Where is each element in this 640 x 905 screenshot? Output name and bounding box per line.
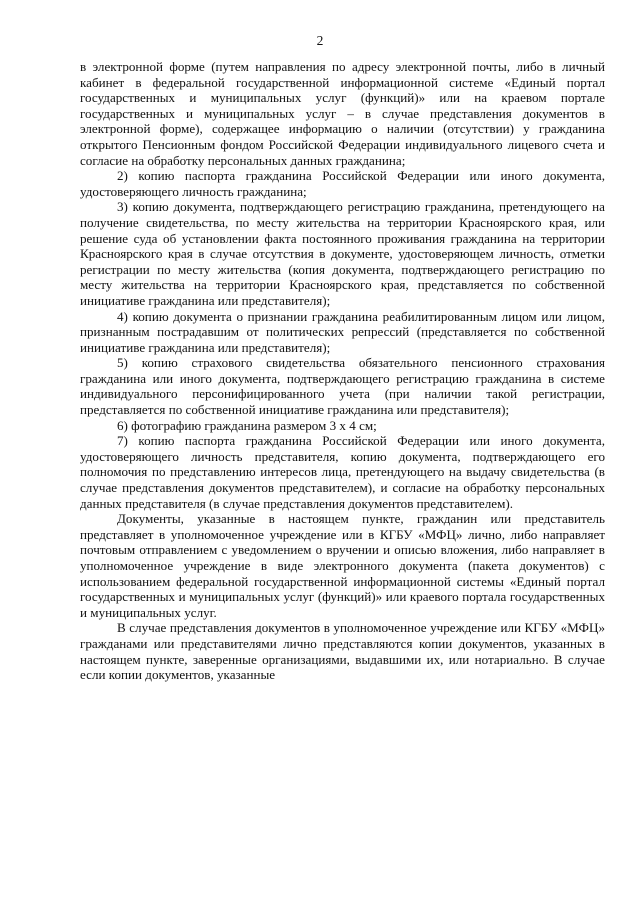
document-body — [80, 59, 605, 683]
page-number: 2 — [316, 33, 324, 48]
paragraph-item-3: 3) копию документа, подтверждающего регистрацию гражданина, претендующего на получение свидетельства, по месту жительства на территории Красноярского края, или решение суда об установлении факта постоянного проживания гражданина на территории Красноярского края в случае отсутствия в документе, удостоверяющем личность, отметки регистрации по месту жительства (копия документа, подтверждающего регистрацию по месту жительства на территории Красноярского края, представляется по собственной инициативе гражданина или представителя); — [80, 199, 605, 308]
paragraph-item-5: 5) копию страхового свидетельства обязательного пенсионного страхования гражданина или иного документа, подтверждающего регистрацию гражданина в системе индивидуального персонифицированного учета (при наличии такой регистрации, представляется по собственной инициативе гражданина или представителя); — [80, 355, 605, 418]
paragraph-item-6: 6) фотографию гражданина размером 3 х 4 см; — [117, 417, 377, 433]
paragraph-item-7: 7) копию паспорта гражданина Российской Федерации или иного документа, удостоверяющего личность представителя, копию документа, подтверждающего его полномочия по представлению интересов лица, претендующего на выдачу свидетельства (в случае представления документов представителем), и согласие на обработку персональных данных представителя (в случае представления документов представителем). — [80, 433, 605, 511]
paragraph-1-continuation: в электронной форме (путем направления по адресу электронной почты, либо в личный кабинет в федеральной государственной информационной системе «Единый портал государственных и муниципальных услуг (функций)» или на краевом портале государственных и муниципальных услуг – в случае представления документов в электронной форме), содержащее информацию о наличии (отсутствии) у гражданина открытого Пенсионным фондом Российской Федерации индивидуального лицевого счета и согласие на обработку персональных данных гражданина; — [80, 59, 605, 168]
paragraph-item-2: 2) копию паспорта гражданина Российской Федерации или иного документа, удостоверяющего личность гражданина; — [80, 168, 605, 199]
paragraph-item-4: 4) копию документа о признании гражданина реабилитированным лицом или лицом, признанным пострадавшим от политических репрессий (представляется по собственной инициативе гражданина или представителя); — [80, 308, 605, 355]
paragraph-copies-certification: В случае представления документов в уполномоченное учреждение или КГБУ «МФЦ» гражданами или представителями лично представляются копии документов, указанных в настоящем пункте, заверенные организациями, выдавшими их, или нотариально. В случае если копии документов, указанные — [80, 620, 605, 683]
paragraph-submission-methods: Документы, указанные в настоящем пункте, гражданин или представитель представляет в уполномоченное учреждение или в КГБУ «МФЦ» лично, либо направляет почтовым отправлением с уведомлением о вручении и описью вложения, либо направляет в уполномоченное учреждение в виде электронного документа (пакета документов) с использованием федеральной государственной информационной системы «Единый портал государственных и муниципальных услуг (функций)» или краевого портала государственных и муниципальных услуг. — [80, 511, 605, 620]
